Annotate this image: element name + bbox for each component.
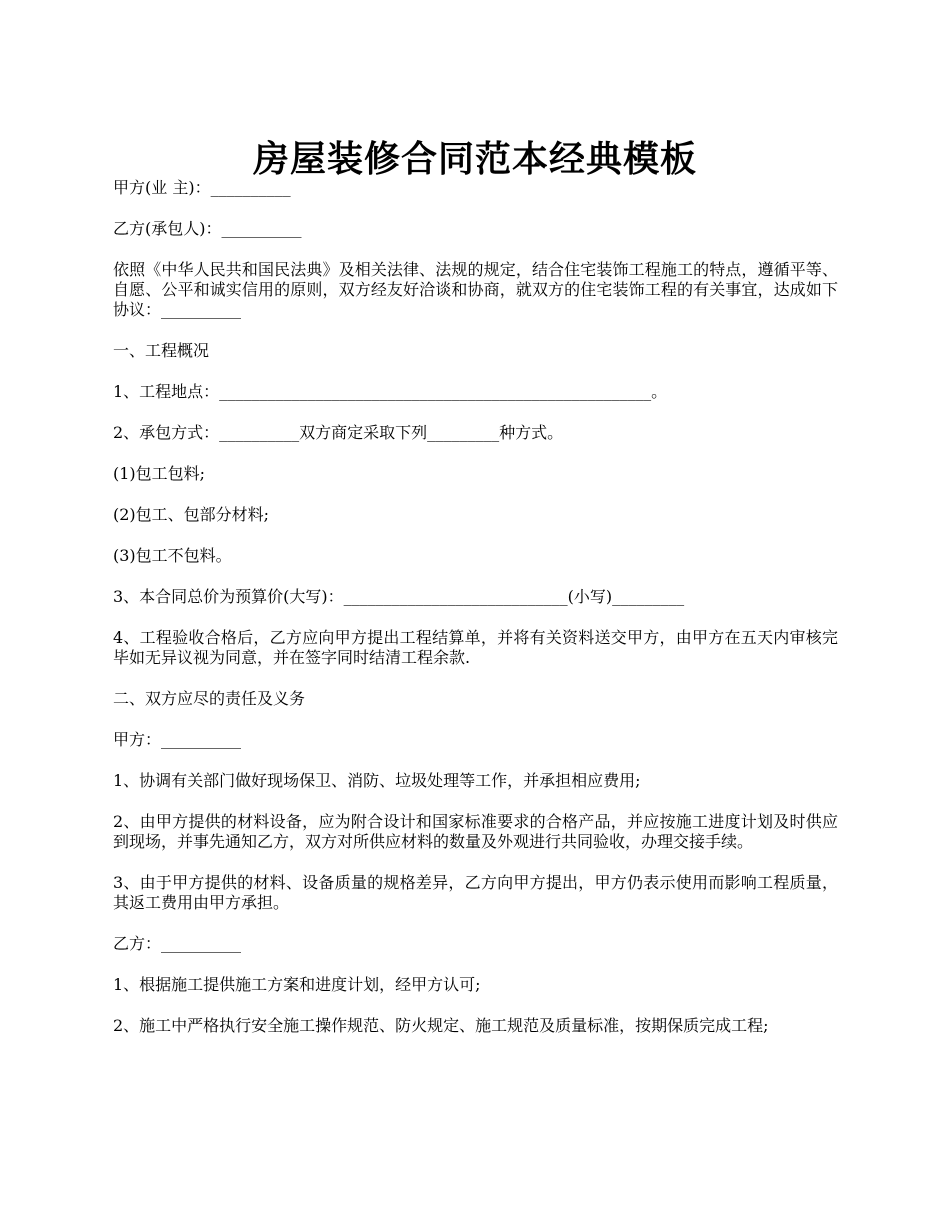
section-heading-duties: 二、双方应尽的责任及义务 bbox=[113, 689, 306, 708]
party-b-duty-2: 2、施工中严格执行安全施工操作规范、防火规定、施工规范及质量标准，按期保质完成工程; bbox=[113, 1016, 769, 1035]
option-labor-and-materials: (1)包工包料; bbox=[113, 464, 206, 483]
party-a-duty-2: 2、由甲方提供的材料设备，应为附合设计和国家标准要求的合格产品，并应按施工进度计划及时供应到现场，并事先通知乙方，双方对所供应材料的数量及外观进行共同验收，办理交接手续。 bbox=[113, 812, 838, 851]
document-title: 房屋装修合同范本经典模板 bbox=[252, 139, 697, 181]
document-body bbox=[113, 178, 838, 1036]
preamble-paragraph: 依照《中华人民共和国民法典》及相关法律、法规的规定，结合住宅装饰工程施工的特点，遵循平等、自愿、公平和诚实信用的原则，双方经友好洽谈和协商，就双方的住宅装饰工程的有关事宜，达成如下协议：__________ bbox=[113, 260, 838, 319]
option-labor-only: (3)包工不包料。 bbox=[113, 546, 232, 565]
party-b-line: 乙方(承包人)：__________ bbox=[113, 219, 302, 238]
party-b-duties-heading: 乙方：__________ bbox=[113, 934, 242, 953]
clause-total-price: 3、本合同总价为预算价(大写)：____________________________(小写)_________ bbox=[113, 587, 685, 606]
section-heading-project-overview: 一、工程概况 bbox=[113, 341, 210, 360]
party-a-duties-heading: 甲方：__________ bbox=[113, 730, 242, 749]
party-a-duty-1: 1、协调有关部门做好现场保卫、消防、垃圾处理等工作，并承担相应费用; bbox=[113, 771, 641, 790]
clause-project-location: 1、工程地点：______________________________________________________。 bbox=[113, 382, 668, 401]
party-b-duty-1: 1、根据施工提供施工方案和进度计划，经甲方认可; bbox=[113, 975, 481, 994]
option-labor-partial-materials: (2)包工、包部分材料; bbox=[113, 505, 270, 524]
clause-acceptance-settlement: 4、工程验收合格后，乙方应向甲方提出工程结算单，并将有关资料送交甲方，由甲方在五天内审核完毕如无异议视为同意，并在签字同时结清工程余款. bbox=[113, 628, 838, 667]
clause-contract-method: 2、承包方式：__________双方商定采取下列_________种方式。 bbox=[113, 423, 564, 442]
party-a-line: 甲方(业 主)：__________ bbox=[113, 178, 291, 197]
party-a-duty-3: 3、由于甲方提供的材料、设备质量的规格差异，乙方向甲方提出，甲方仍表示使用而影响工程质量，其返工费用由甲方承担。 bbox=[113, 873, 838, 912]
